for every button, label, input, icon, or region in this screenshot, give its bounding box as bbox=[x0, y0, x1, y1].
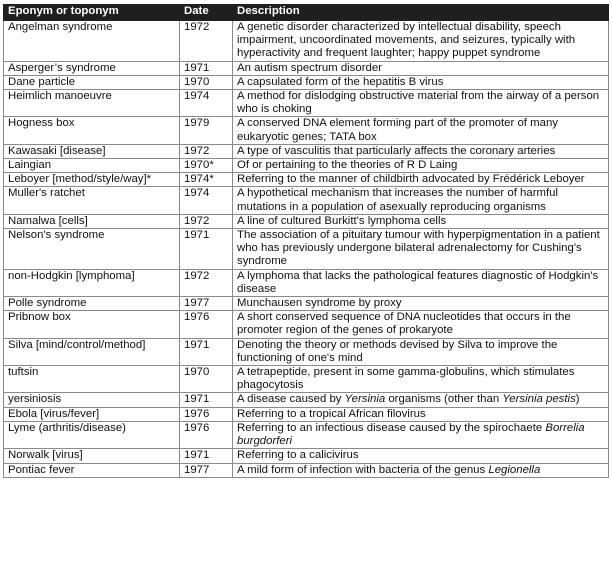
eponym-cell: Dane particle bbox=[4, 75, 180, 89]
description-text: A disease caused by bbox=[237, 393, 345, 406]
date-cell: 1971 bbox=[180, 393, 233, 407]
eponym-cell: Muller's ratchet bbox=[4, 187, 180, 214]
description-cell bbox=[233, 269, 609, 296]
date-cell: 1970 bbox=[180, 366, 233, 393]
description-text: organisms (other than bbox=[385, 393, 503, 406]
italic-species-text: Yersinia pestis bbox=[502, 393, 576, 406]
eponym-cell: tuftsin bbox=[4, 366, 180, 393]
table-row bbox=[4, 21, 609, 62]
date-cell: 1979 bbox=[180, 117, 233, 144]
description-text: A tetrapeptide, present in some gamma-globulins, which stimulates phagocytosis bbox=[237, 366, 575, 392]
table-row bbox=[4, 117, 609, 144]
date-cell: 1971 bbox=[180, 449, 233, 463]
date-cell: 1976 bbox=[180, 407, 233, 421]
date-cell: 1971 bbox=[180, 229, 233, 270]
header-date: Date bbox=[180, 5, 233, 21]
date-cell: 1971 bbox=[180, 338, 233, 365]
date-cell: 1977 bbox=[180, 297, 233, 311]
table-row bbox=[4, 229, 609, 270]
date-cell: 1976 bbox=[180, 421, 233, 448]
eponym-cell: Norwalk [virus] bbox=[4, 449, 180, 463]
table-row bbox=[4, 338, 609, 365]
eponym-cell: Ebola [virus/fever] bbox=[4, 407, 180, 421]
eponym-cell: Kawasaki [disease] bbox=[4, 144, 180, 158]
eponym-cell: Nelson's syndrome bbox=[4, 229, 180, 270]
table-row bbox=[4, 407, 609, 421]
table-row bbox=[4, 187, 609, 214]
eponym-cell: Pontiac fever bbox=[4, 463, 180, 477]
date-cell: 1977 bbox=[180, 463, 233, 477]
description-text: ) bbox=[575, 393, 580, 406]
description-text: A capsulated form of the hepatitis B virus bbox=[237, 75, 444, 88]
eponym-cell: Leboyer [method/style/way]* bbox=[4, 173, 180, 187]
description-cell bbox=[233, 61, 609, 75]
description-cell bbox=[233, 159, 609, 173]
date-cell: 1974* bbox=[180, 173, 233, 187]
description-text: The association of a pituitary tumour with hyperpigmentation in a patient who has previously undergone bilateral adrenalectomy for Cushing's syndrome bbox=[237, 229, 600, 268]
date-cell: 1974 bbox=[180, 187, 233, 214]
eponym-cell: non-Hodgkin [lymphoma] bbox=[4, 269, 180, 296]
table-row bbox=[4, 173, 609, 187]
description-cell bbox=[233, 173, 609, 187]
description-text: A type of vasculitis that particularly affects the coronary arteries bbox=[237, 144, 556, 157]
description-text: Referring to a tropical African filovirus bbox=[237, 407, 426, 420]
eponym-cell: Hogness box bbox=[4, 117, 180, 144]
eponym-cell: Angelman syndrome bbox=[4, 21, 180, 62]
table-row bbox=[4, 463, 609, 477]
date-cell: 1974 bbox=[180, 90, 233, 117]
eponym-cell: Namalwa [cells] bbox=[4, 214, 180, 228]
date-cell: 1970 bbox=[180, 75, 233, 89]
description-cell bbox=[233, 214, 609, 228]
date-cell: 1972 bbox=[180, 214, 233, 228]
italic-genus-text: Legionella bbox=[488, 463, 541, 476]
date-cell: 1971 bbox=[180, 61, 233, 75]
description-cell bbox=[233, 297, 609, 311]
description-text: A line of cultured Burkitt's lymphoma cells bbox=[237, 214, 447, 227]
eponym-cell: Asperger’s syndrome bbox=[4, 61, 180, 75]
description-text: A hypothetical mechanism that increases the number of harmful mutations in a population of asexually reproducing organisms bbox=[237, 187, 559, 213]
eponym-cell: Silva [mind/control/method] bbox=[4, 338, 180, 365]
eponym-cell: yersiniosis bbox=[4, 393, 180, 407]
header-description: Description bbox=[233, 5, 609, 21]
description-text: Denoting the theory or methods devised by Silva to improve the functioning of one's mind bbox=[237, 338, 558, 364]
table-row bbox=[4, 421, 609, 448]
description-cell bbox=[233, 90, 609, 117]
eponym-cell: Laingian bbox=[4, 159, 180, 173]
description-cell bbox=[233, 421, 609, 448]
description-cell bbox=[233, 407, 609, 421]
table-row bbox=[4, 75, 609, 89]
description-cell bbox=[233, 463, 609, 477]
table-row bbox=[4, 144, 609, 158]
description-cell bbox=[233, 144, 609, 158]
table-row bbox=[4, 269, 609, 296]
table-row bbox=[4, 393, 609, 407]
description-cell bbox=[233, 21, 609, 62]
italic-genus-text: Yersinia bbox=[344, 393, 386, 406]
date-cell: 1972 bbox=[180, 21, 233, 62]
date-cell: 1976 bbox=[180, 311, 233, 338]
description-text: A method for dislodging obstructive material from the airway of a person who is choking bbox=[237, 90, 600, 116]
table-row bbox=[4, 366, 609, 393]
description-text: An autism spectrum disorder bbox=[237, 61, 382, 74]
eponym-cell: Pribnow box bbox=[4, 311, 180, 338]
description-cell bbox=[233, 75, 609, 89]
italic-species-text: Borrelia burgdorferi bbox=[237, 421, 585, 448]
description-cell bbox=[233, 311, 609, 338]
header-eponym: Eponym or toponym bbox=[4, 5, 180, 21]
description-cell bbox=[233, 187, 609, 214]
table-row bbox=[4, 449, 609, 463]
description-text: Munchausen syndrome by proxy bbox=[237, 297, 402, 310]
table-row bbox=[4, 297, 609, 311]
description-text: A conserved DNA element forming part of the promoter of many eukaryotic genes; TATA box bbox=[237, 117, 558, 143]
description-text: Referring to a calicivirus bbox=[237, 449, 359, 462]
table-row bbox=[4, 90, 609, 117]
eponym-cell: Heimlich manoeuvre bbox=[4, 90, 180, 117]
eponym-cell: Polle syndrome bbox=[4, 297, 180, 311]
description-text: A mild form of infection with bacteria of the genus bbox=[237, 463, 489, 476]
eponym-cell: Lyme (arthritis/disease) bbox=[4, 421, 180, 448]
description-text: Referring to an infectious disease caused by the spirochaete bbox=[237, 421, 546, 434]
table-row bbox=[4, 159, 609, 173]
description-cell bbox=[233, 366, 609, 393]
description-cell bbox=[233, 393, 609, 407]
table-row bbox=[4, 214, 609, 228]
description-cell bbox=[233, 449, 609, 463]
description-text: Referring to the manner of childbirth advocated by Frédérick Leboyer bbox=[237, 173, 585, 186]
description-text: A genetic disorder characterized by intellectual disability, speech impairment, uncoordinated movements, and seizures, typically with hyperactivity and frequent laughter; happy puppet syndrome bbox=[237, 21, 576, 60]
eponym-table bbox=[3, 4, 609, 478]
table-row bbox=[4, 61, 609, 75]
description-cell bbox=[233, 117, 609, 144]
description-cell bbox=[233, 338, 609, 365]
description-text: A lymphoma that lacks the pathological features diagnostic of Hodgkin's disease bbox=[237, 269, 599, 295]
table-row bbox=[4, 311, 609, 338]
date-cell: 1970* bbox=[180, 159, 233, 173]
date-cell: 1972 bbox=[180, 269, 233, 296]
description-text: A short conserved sequence of DNA nucleotides that occurs in the promoter region of the genes of prokaryote bbox=[237, 311, 571, 337]
description-cell bbox=[233, 229, 609, 270]
date-cell: 1972 bbox=[180, 144, 233, 158]
header-row bbox=[4, 5, 609, 21]
description-text: Of or pertaining to the theories of R D Laing bbox=[237, 159, 458, 172]
